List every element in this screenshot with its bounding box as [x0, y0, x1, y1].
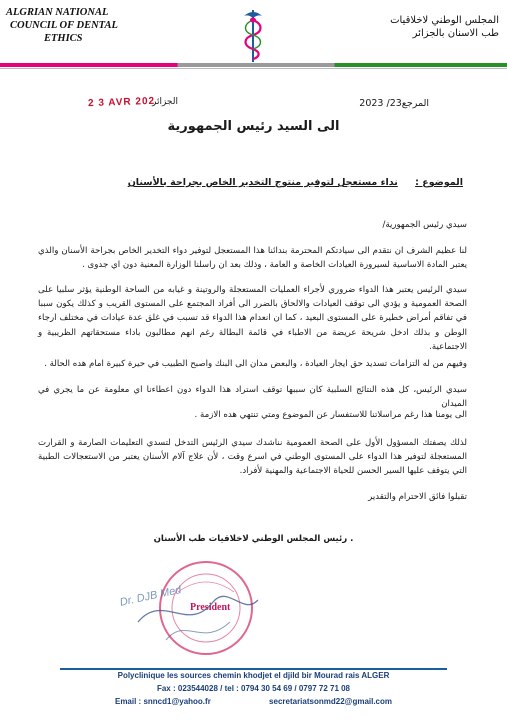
- council-name-arabic-line-1: المجلس الوطني لاخلاقيات: [390, 15, 499, 26]
- seal-signature-text: Dr. DJB Med: [118, 584, 183, 609]
- subject-text: نداء مستعجل لتوفير منتوج التخدير الخاص بجراحة بالأسنان: [127, 177, 398, 188]
- body-paragraph-4: سيدي الرئيس، كل هذه النتائج السلبية كان سببها توقف استراد هذا الدواء دون اعطاءنا اي معلومة عن ما يجري في الميدان: [38, 385, 467, 410]
- body-paragraph-3: وفيهم من له التزامات تسديد حق ايجار العيادة ، والبعض مدان الى البنك واصبح الطبيب في حيرة كبيرة امام هده الحالة .: [44, 359, 467, 369]
- council-name-line-1: ALGRIAN NATIONAL: [6, 7, 109, 18]
- closing-line: تقبلوا فائق الاحترام والتقدير: [368, 492, 467, 502]
- footer-contact: Fax : 023544028 / tel : 0794 30 54 69 / 0797 72 71 08: [156, 684, 351, 693]
- signature-title: . رئيس المجلس الوطني لاخلاقيات طب الأسنان: [153, 534, 354, 544]
- subject-line: [128, 177, 463, 188]
- footer-address: Polyclinique les sources chemin khodjet el djild bir Mourad rais ALGER: [117, 671, 390, 680]
- council-name-line-3: ETHICS: [44, 33, 83, 44]
- header-divider: [0, 68, 507, 69]
- footer-email-2[interactable]: secretariatsonmd22@gmail.com: [269, 697, 393, 706]
- footer-emails: [0, 697, 507, 706]
- subject-label: الموضوع :: [415, 177, 463, 188]
- body-paragraph-2: سيدي الرئيس يعتبر هذا الدواء ضروري لأجراء العمليات المستعجلة والروتينة و غيابه من الساحة الوطنية يؤثر سلبيا على الصحة العمومية و يؤدي الى توقف العيادات والالحاق بالضرر الى أفراد المجتمع على المستوى القريب و كذلك يكون سببا في تفاقم أمراض خطيرة على المستوى البعيد ، كما ان انعدام هذا الدواء قد تسبب في غلق عدة عيادات في مختلف ارجاء الوطن و بذلك ادخل شريحة عريضة من الاطباء في قائمة البطالة رغم انهم مطالبون باداء مستحقاتهم الظريبية و الاجتماعية.: [38, 285, 467, 352]
- recipient-line: الى السيد رئيس الجمهورية: [167, 119, 340, 134]
- official-seal-icon: [118, 552, 268, 662]
- council-name-latin: [6, 6, 146, 45]
- place-label: الجزائر: [152, 97, 178, 107]
- body-paragraph-1: لنا عظيم الشرف ان نتقدم الى سيادتكم المحترمة بندائنا هذا المستعجل لتوفير دواء التخدير الخاص بجراحة الأسنان والذي يعتبر المادة الاساسية لسيرورة العيادات الخاصة و العامة ، وذلك بعد ان راسلنا الوزارة المعنية دون اي جدوى .: [38, 246, 467, 271]
- date-stamp: 2 3 AVR 202: [87, 95, 156, 110]
- body-paragraph-5: الى يومنا هذا رغم مراسلاتنا للاستفسار عن الموضوع ومتي تنتهي هده الازمة .: [194, 410, 467, 420]
- council-name-line-2: COUNCIL OF DENTAL: [10, 20, 118, 31]
- caduceus-tooth-logo-icon: [238, 6, 268, 64]
- council-name-arabic-line-2: طب الاسنان بالجزائر: [412, 28, 499, 39]
- body-paragraph-6: لذلك يصفتك المسؤول الأول على الصحة العمومية نناشدك سيدي الرئيس التدخل لتسدي التعليمات الصارمة و القرارت المستعجلة لتوفير هذا الدواء على المستوى الوطني في اسرع وقت ، لأن علاج آلام الأسنان يعتبر من الاستعجالات الطبية التي يتوقف عليها السير الحسن للحياة الاجتماعية والمهنية لأفراد.: [38, 438, 467, 477]
- council-name-arabic: [349, 14, 499, 40]
- salutation: سيدي رئيس الجمهورية/: [382, 220, 467, 230]
- footer-email-1[interactable]: Email : snncd1@yahoo.fr: [114, 697, 211, 706]
- header-color-band: [0, 63, 507, 67]
- seal-president-text: President: [190, 602, 231, 613]
- footer-rule: [60, 668, 447, 670]
- reference-number: المرجع23/ 2023: [359, 98, 429, 109]
